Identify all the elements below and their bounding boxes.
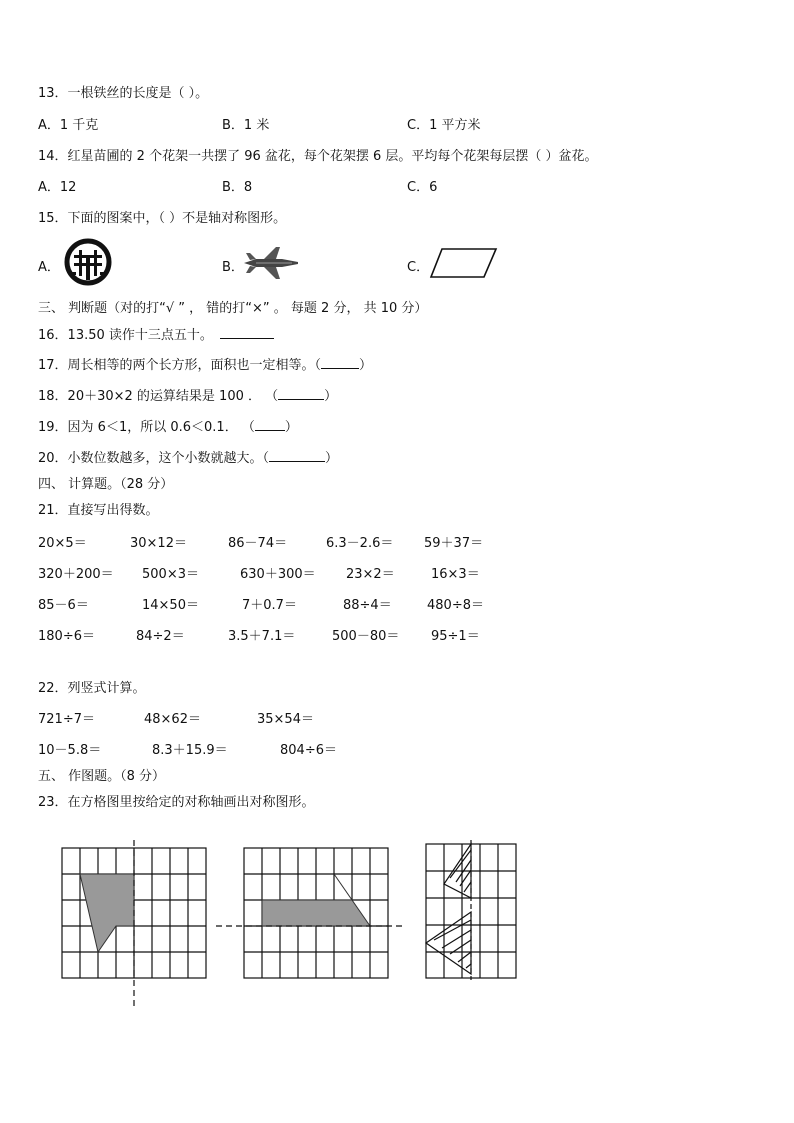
- q15-option-b[interactable]: B．: [222, 260, 244, 275]
- q15-stem: 15．下面的图案中，（ ）不是轴对称图形。: [38, 211, 287, 226]
- section4-heading: 四、 计算题。（28 分）: [38, 477, 174, 492]
- q17-stem: [38, 354, 372, 373]
- q21-item: 16×3＝: [431, 567, 480, 582]
- q22-item: 48×62＝: [144, 712, 201, 727]
- q23-stem: 23．在方格图里按给定的对称轴画出对称图形。: [38, 795, 315, 810]
- q16-text: 16．13.50 读作十三点五十。: [38, 328, 213, 343]
- q18-answer-blank[interactable]: [278, 387, 324, 400]
- q20-answer-blank[interactable]: [269, 449, 325, 462]
- grid-figure-2[interactable]: [214, 840, 406, 982]
- q21-item: 3.5＋7.1＝: [228, 629, 296, 644]
- q21-item: 180÷6＝: [38, 629, 95, 644]
- emblem-figure: [60, 238, 116, 286]
- section3-heading: 三、 判断题（对的打“√ ” ， 错的打“×” 。 每题 2 分， 共 10 分）: [38, 301, 428, 316]
- q21-item: 7＋0.7＝: [242, 598, 297, 613]
- q21-item: 30×12＝: [130, 536, 187, 551]
- q20-stem: [38, 447, 338, 466]
- q14-option-b[interactable]: B．8: [222, 180, 253, 195]
- grid-figure-1[interactable]: [58, 840, 210, 1012]
- q18-text: 18．20＋30×2 的运算结果是 100 ． （: [38, 389, 279, 404]
- q16-answer-blank[interactable]: [220, 326, 274, 339]
- q21-item: 23×2＝: [346, 567, 395, 582]
- q21-item: 500×3＝: [142, 567, 199, 582]
- q18-stem: [38, 385, 337, 404]
- q20-close: ）: [325, 451, 339, 466]
- q14-stem: 14．红星苗圃的 2 个花架一共摆了 96 盆花，每个花架摆 6 层。平均每个花架每层摆（ ）盆花。: [38, 149, 598, 164]
- q21-item: 88÷4＝: [343, 598, 392, 613]
- q19-close: ）: [284, 420, 298, 435]
- q22-item: 10－5.8＝: [38, 743, 102, 758]
- q21-item: 20×5＝: [38, 536, 87, 551]
- section5-heading: 五、 作图题。（8 分）: [38, 769, 166, 784]
- q21-item: 84÷2＝: [136, 629, 185, 644]
- q22-item: 721÷7＝: [38, 712, 95, 727]
- q21-item: 480÷8＝: [427, 598, 484, 613]
- q21-item: 85－6＝: [38, 598, 89, 613]
- q22-item: 35×54＝: [257, 712, 314, 727]
- jet-figure: [242, 243, 302, 283]
- q17-close: ）: [359, 358, 373, 373]
- q21-stem: 21．直接写出得数。: [38, 503, 159, 518]
- q17-answer-blank[interactable]: [321, 356, 359, 369]
- q18-close: ）: [324, 389, 338, 404]
- q22-stem: 22．列竖式计算。: [38, 681, 146, 696]
- parallelogram-figure: [428, 247, 500, 279]
- q21-item: 86－74＝: [228, 536, 288, 551]
- q21-item: 630＋300＝: [240, 567, 316, 582]
- q21-item: 6.3－2.6＝: [326, 536, 394, 551]
- q13-option-b[interactable]: B．1 米: [222, 118, 270, 133]
- q19-text: 19．因为 6＜1，所以 0.6＜0.1． （: [38, 420, 255, 435]
- grid-figure-3[interactable]: [420, 840, 522, 982]
- q13-option-c[interactable]: C．1 平方米: [407, 118, 481, 133]
- q15-option-c[interactable]: C．: [407, 260, 430, 275]
- q21-item: 500－80＝: [332, 629, 400, 644]
- q13-option-a[interactable]: A．1 千克: [38, 118, 99, 133]
- q20-text: 20．小数位数越多，这个小数就越大。（: [38, 451, 270, 466]
- q15-option-a[interactable]: A．: [38, 260, 60, 275]
- q21-item: 14×50＝: [142, 598, 199, 613]
- q16-stem: [38, 324, 274, 343]
- q13-stem: 13．一根铁丝的长度是（ ）。: [38, 86, 209, 101]
- q21-item: 95÷1＝: [431, 629, 480, 644]
- q19-stem: [38, 416, 298, 435]
- q21-item: 59＋37＝: [424, 536, 484, 551]
- q19-answer-blank[interactable]: [255, 418, 285, 431]
- q17-text: 17．周长相等的两个长方形，面积也一定相等。（: [38, 358, 322, 373]
- q22-item: 8.3＋15.9＝: [152, 743, 228, 758]
- q22-item: 804÷6＝: [280, 743, 337, 758]
- q21-item: 320＋200＝: [38, 567, 114, 582]
- q14-option-a[interactable]: A．12: [38, 180, 77, 195]
- q14-option-c[interactable]: C．6: [407, 180, 438, 195]
